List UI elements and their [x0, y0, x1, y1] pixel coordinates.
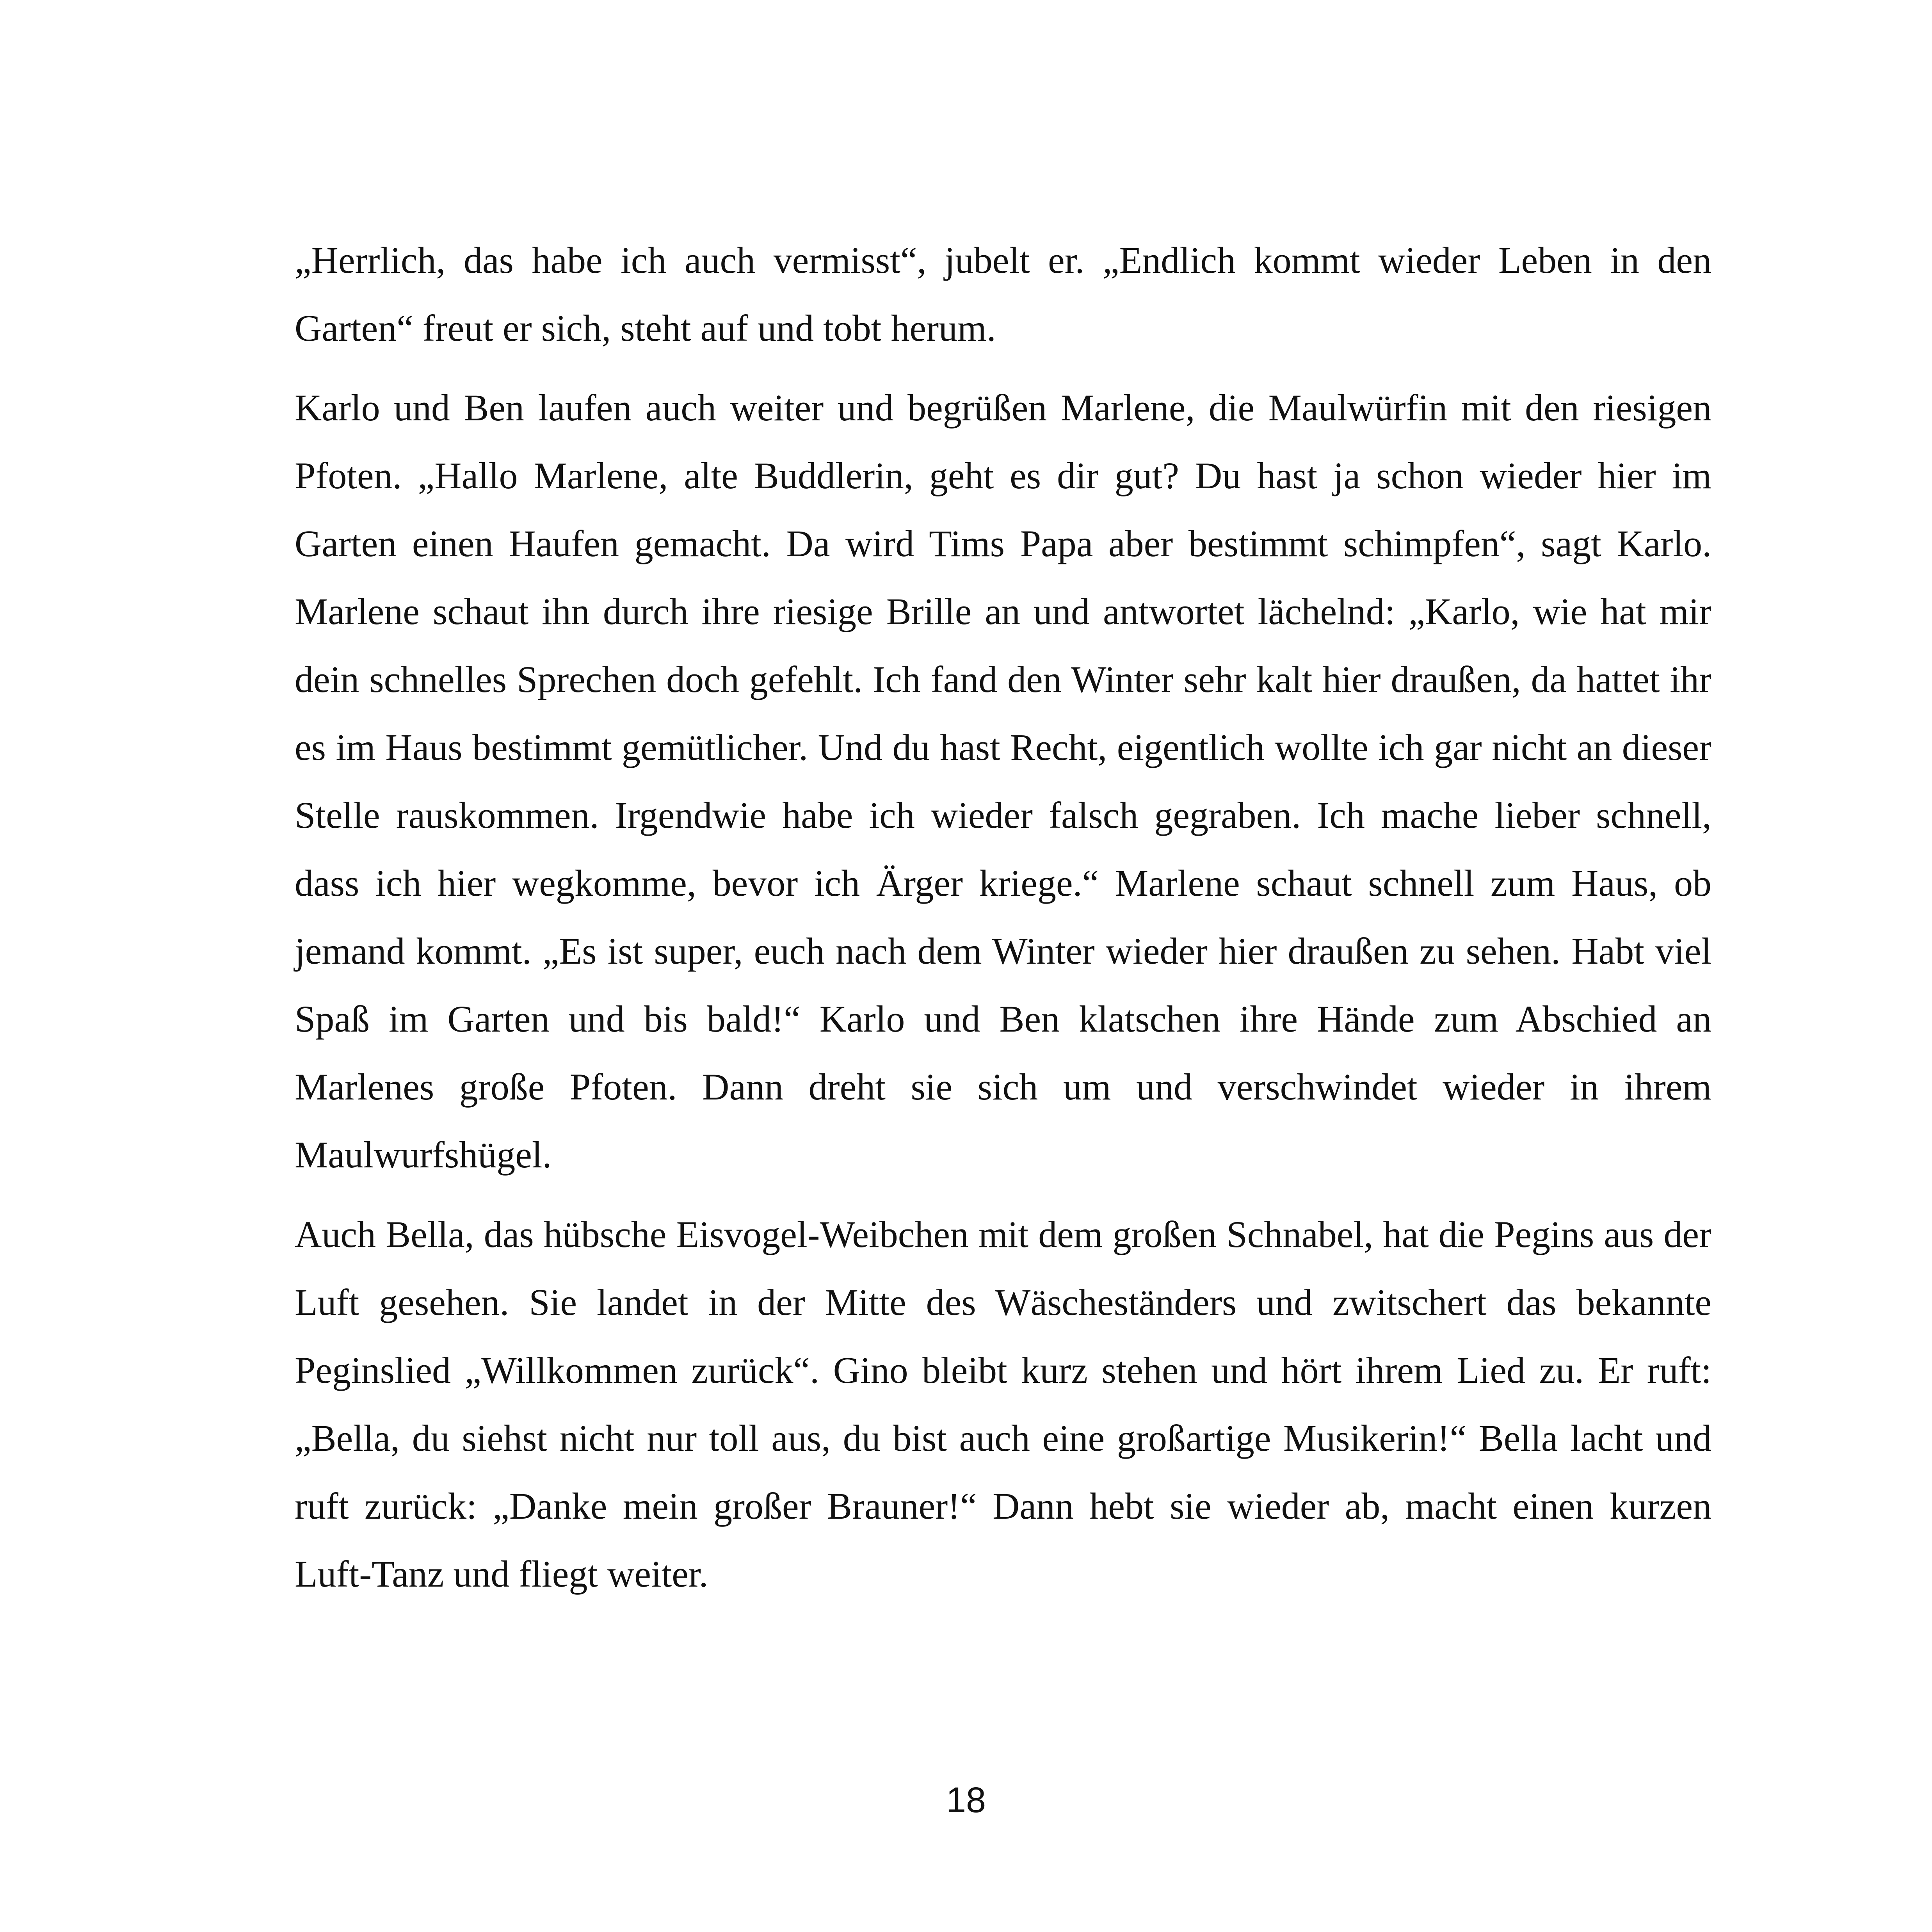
body-text [295, 226, 1711, 1620]
paragraph-3: Auch Bella, das hübsche Eisvogel-Weibchen mit dem großen Schnabel, hat die Pegins aus der Luft gesehen. Sie landet in der Mitte des Wäscheständers und zwitschert das bekannte Peginslied „Willkommen zurück“. Gino bleibt kurz stehen und hört ihrem Lied zu. Er ruft: „Bella, du siehst nicht nur toll aus, du bist auch eine großartige Musikerin!“ Bella lacht und ruft zurück: „Danke mein großer Brauner!“ Dann hebt sie wieder ab, macht einen kurzen Luft-Tanz und fliegt weiter. [295, 1213, 1711, 1595]
page-number: 18 [946, 1780, 986, 1820]
paragraph-1: „Herrlich, das habe ich auch vermisst“, jubelt er. „Endlich kommt wieder Leben in den Garten“ freut er sich, steht auf und tobt herum. [295, 239, 1711, 349]
paragraph-2: Karlo und Ben laufen auch weiter und begrüßen Marlene, die Maulwürfin mit den riesigen Pfoten. „Hallo Marlene, alte Buddlerin, geht es dir gut? Du hast ja schon wieder hier im Garten einen Haufen gemacht. Da wird Tims Papa aber bestimmt schimpfen“, sagt Karlo. Marlene schaut ihn durch ihre riesige Brille an und antwortet lächelnd: „Karlo, wie hat mir dein schnelles Sprechen doch gefehlt. Ich fand den Winter sehr kalt hier draußen, da hattet ihr es im Haus bestimmt gemütlicher. Und du hast Recht, eigentlich wollte ich gar nicht an dieser Stelle rauskommen. Irgendwie habe ich wieder falsch gegraben. Ich mache lieber schnell, dass ich hier wegkomme, bevor ich Ärger kriege.“ Marlene schaut schnell zum Haus, ob jemand kommt. „Es ist super, euch nach dem Winter wieder hier draußen zu sehen. Habt viel Spaß im Garten und bis bald!“ Karlo und Ben klatschen ihre Hände zum Abschied an Marlenes große Pfoten. Dann dreht sie sich um und verschwindet wieder in ihrem Maulwurfshügel. [295, 387, 1711, 1176]
